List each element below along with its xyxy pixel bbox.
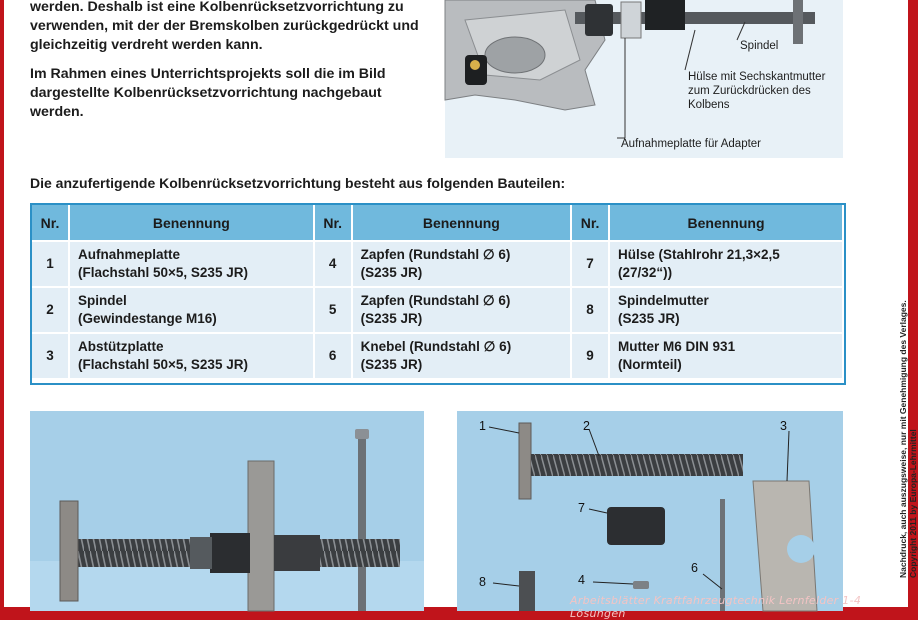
part-number: 5 [314,287,352,333]
parts-illustration [457,411,843,611]
part-name [609,287,843,333]
part-name [69,241,314,287]
part-name [352,241,571,287]
part-name [609,241,843,287]
assembled-tool-photo [30,411,424,611]
part-number: 7 [571,241,609,287]
intro-text [30,0,430,122]
intro-paragraph-1: werden. Deshalb ist eine Kolbenrücksetzvorrichtung zu verwenden, mit der der Bremskolben zurückgedrückt und gleichzeitig verdreht werden kann. [30,0,419,53]
part-label-7: 7 [578,501,585,515]
callout-huelse-line-3: Kolbens [688,99,730,111]
part-name-line-1: Aufnahmeplatte [78,247,181,262]
table-row [31,333,843,379]
part-number: 4 [314,241,352,287]
part-label-1: 1 [479,419,486,433]
table-row [31,287,843,333]
header-nr: Nr. [314,204,352,241]
callout-spindel: Spindel [740,40,779,52]
part-name-line-1: Zapfen (Rundstahl ∅ 6) [360,247,511,262]
part-number: 3 [31,333,69,379]
part-name [69,333,314,379]
part-label-8: 8 [479,575,486,589]
part-name-line-2: (S235 JR) [360,265,423,280]
header-benennung: Benennung [69,204,314,241]
table-header-row [31,204,843,241]
part-name [609,333,843,379]
part-name-line-1: Hülse (Stahlrohr 21,3×2,5 [618,247,780,262]
part-label-2: 2 [583,419,590,433]
copyright-note [898,248,918,578]
brake-caliper-photo [445,0,843,158]
part-label-6: 6 [691,561,698,575]
part-number: 6 [314,333,352,379]
part-name-line-2: (S235 JR) [360,311,423,326]
part-name-line-2: (S235 JR) [618,311,680,326]
header-benennung: Benennung [352,204,571,241]
callout-aufnahmeplatte: Aufnahmeplatte für Adapter [621,138,762,150]
part-name-line-2: (Flachstahl 50×5, S235 JR) [78,265,248,280]
part-number: 2 [31,287,69,333]
assembled-tool-illustration [30,411,424,611]
parts-table [30,203,844,380]
part-name-line-2: (Gewindestange M16) [78,311,217,326]
part-number: 9 [571,333,609,379]
worksheet-page [4,0,918,607]
part-name [352,287,571,333]
part-name [69,287,314,333]
intro-paragraph-2: Im Rahmen eines Unterrichtsprojekts soll die im Bild dargestellte Kolbenrücksetzvorrichtung nachgebaut werden. [30,66,386,120]
copyright-line-2: Copyright 2011 by Europa-Lehrmittel [908,429,918,578]
part-number: 1 [31,241,69,287]
callout-huelse-line-1: Hülse mit Sechskantmutter [688,71,826,83]
part-name-line-1: Zapfen (Rundstahl ∅ 6) [360,293,511,308]
part-name-line-1: Mutter M6 DIN 931 [618,339,736,354]
part-name-line-1: Spindelmutter [618,293,709,308]
part-name-line-2: (Flachstahl 50×5, S235 JR) [78,357,248,372]
footer-strip: Arbeitsblätter Kraftfahrzeugtechnik Lernfelder 1-4 Lösungen [570,594,862,620]
header-nr: Nr. [571,204,609,241]
part-name-line-1: Abstützplatte [78,339,164,354]
copyright-line-1: Nachdruck, auch auszugsweise, nur mit Genehmigung des Verlages. [898,300,908,578]
part-label-3: 3 [780,419,787,433]
part-number: 8 [571,287,609,333]
part-label-4: 4 [578,573,585,587]
part-name-line-2: (S235 JR) [360,357,423,372]
part-name-line-2: (27/32“)) [618,265,673,280]
callout-huelse-line-2: zum Zurückdrücken des [688,85,811,97]
header-benennung: Benennung [609,204,843,241]
header-nr: Nr. [31,204,69,241]
part-name-line-2: (Normteil) [618,357,682,372]
parts-table-heading: Die anzufertigende Kolbenrücksetzvorrichtung besteht aus folgenden Bauteilen: [30,175,566,191]
part-name-line-1: Knebel (Rundstahl ∅ 6) [360,339,512,354]
part-name-line-1: Spindel [78,293,127,308]
parts-photo [457,411,843,611]
table-row [31,241,843,287]
part-name [352,333,571,379]
